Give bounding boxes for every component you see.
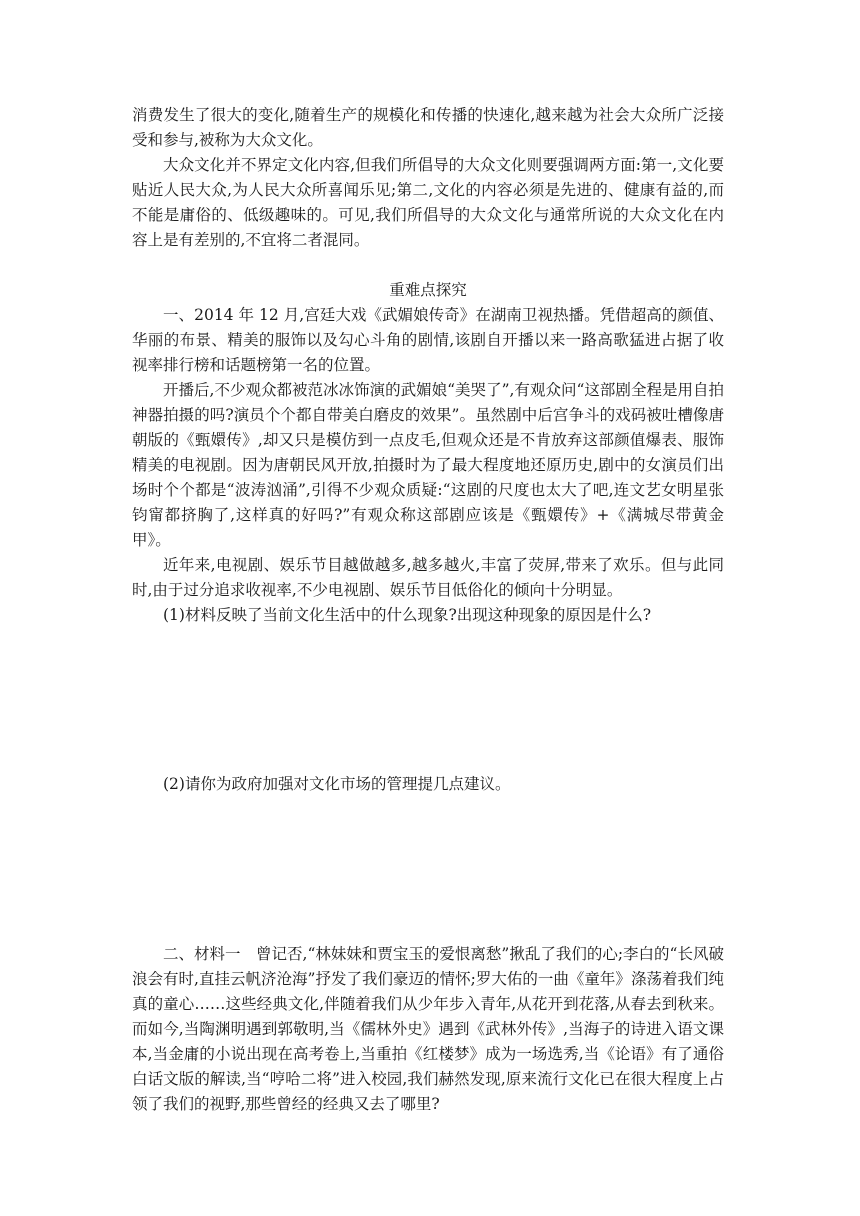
answer-space-1 xyxy=(132,628,724,772)
document-body xyxy=(132,103,724,1117)
question-1-sub-2: (2)请你为政府加强对文化市场的管理提几点建议。 xyxy=(163,775,511,793)
answer-space-2 xyxy=(132,797,724,942)
question-1-paragraph-1: 一、2014 年 12 月,宫廷大戏《武媚娘传奇》在湖南卫视热播。凭借超高的颜值、华丽的布景、精美的服饰以及勾心斗角的剧情,该剧自开播以来一路高歌猛进占据了收视率排行榜和话题榜第一名的位置。 xyxy=(132,306,724,374)
question-2-material-1: 二、材料一 曾记否,“林妹妹和贾宝玉的爱恨离愁”揪乱了我们的心;李白的“长风破浪会有时,直挂云帆济沧海”抒发了我们豪迈的情怀;罗大佑的一曲《童年》涤荡着我们纯真的童心……这些经典文化,伴随着我们从少年步入青年,从花开到花落,从春去到秋来。而如今,当陶渊明遇到郭敬明,当《儒林外史》遇到《武林外传》,当海子的诗进入语文课本,当金庸的小说出现在高考卷上,当重拍《红楼梦》成为一场选秀,当《论语》有了通俗白话文版的解读,当“哼哈二将”进入校园,我们赫然发现,原来流行文化已在很大程度上占领了我们的视野,那些曾经的经典又去了哪里? xyxy=(132,945,724,1113)
question-1-paragraph-2: 开播后,不少观众都被范冰冰饰演的武媚娘“美哭了”,有观众问“这部剧全程是用自拍神器拍摄的吗?演员个个都自带美白磨皮的效果”。虽然剧中后宫争斗的戏码被吐槽像唐朝版的《甄嬛传》,却又只是模仿到一点皮毛,但观众还是不肯放弃这部颜值爆表、服饰精美的电视剧。因为唐朝民风开放,拍摄时为了最大程度地还原历史,剧中的女演员们出场时个个都是“波涛汹涌”,引得不少观众质疑:“这剧的尺度也太大了吧,连文艺女明星张钧甯都挤胸了,这样真的好吗?”有观众称这部剧应该是《甄嬛传》+《满城尽带黄金甲》。 xyxy=(132,381,724,549)
question-1-paragraph-3: 近年来,电视剧、娱乐节目越做越多,越多越火,丰富了荧屏,带来了欢乐。但与此同时,由于过分追求收视率,不少电视剧、娱乐节目低俗化的倾向十分明显。 xyxy=(132,556,724,599)
intro-paragraph-2: 大众文化并不界定文化内容,但我们所倡导的大众文化则要强调两方面:第一,文化要贴近人民大众,为人民大众所喜闻乐见;第二,文化的内容必须是先进的、健康有益的,而不能是庸俗的、低级趣味的。可见,我们所倡导的大众文化与通常所说的大众文化在内容上是有差别的,不宜将二者混同。 xyxy=(132,156,724,249)
spacer xyxy=(132,253,724,278)
intro-paragraph-1: 消费发生了很大的变化,随着生产的规模化和传播的快速化,越来越为社会大众所广泛接受和参与,被称为大众文化。 xyxy=(132,106,724,149)
section-title: 重难点探究 xyxy=(389,281,467,299)
question-1-sub-1: (1)材料反映了当前文化生活中的什么现象?出现这种现象的原因是什么? xyxy=(163,606,652,624)
